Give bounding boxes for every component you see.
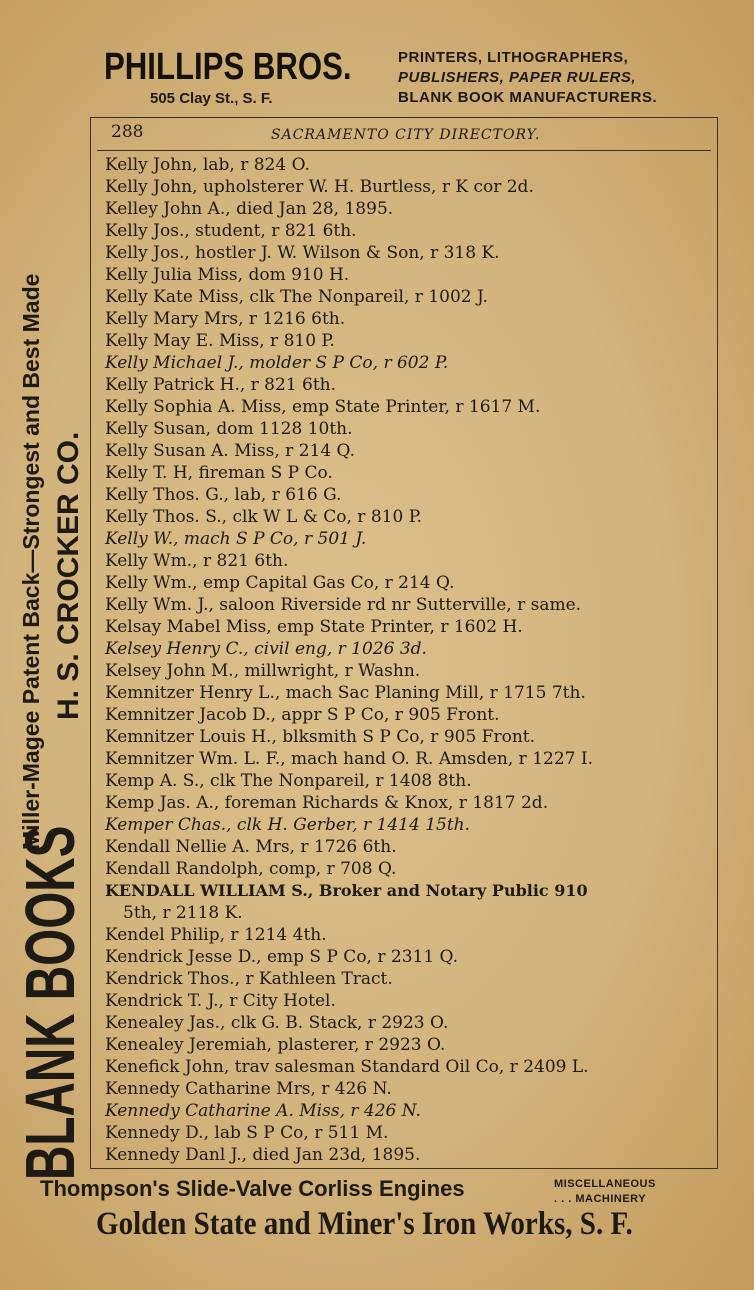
directory-entry: Kelly W., mach S P Co, r 501 J. — [105, 529, 367, 549]
bottom-ad-misc2: . . . MACHINERY — [554, 1193, 647, 1205]
directory-entry: Kelly Thos. S., clk W L & Co, r 810 P. — [105, 507, 423, 527]
directory-entry: Kelly Kate Miss, clk The Nonpareil, r 1002 J. — [105, 287, 488, 307]
directory-entry: Kendrick Jesse D., emp S P Co, r 2311 Q. — [105, 947, 459, 967]
directory-entry: Kelly Patrick H., r 821 6th. — [105, 375, 337, 395]
directory-entry: Kelly Wm., r 821 6th. — [105, 551, 289, 571]
directory-entry: Kelly Susan, dom 1128 10th. — [105, 419, 353, 439]
directory-entry: Kelly Mary Mrs, r 1216 6th. — [105, 309, 346, 329]
directory-entry: Kelly Sophia A. Miss, emp State Printer, r 1617 M. — [105, 397, 541, 417]
directory-entry: Kelly Jos., student, r 821 6th. — [105, 221, 357, 241]
directory-entry: Kelly Wm., emp Capital Gas Co, r 214 Q. — [105, 573, 455, 593]
directory-entry: Kelley John A., died Jan 28, 1895. — [105, 199, 394, 219]
directory-entry: Kelly Susan A. Miss, r 214 Q. — [105, 441, 356, 461]
directory-entry: Kendall Nellie A. Mrs, r 1726 6th. — [105, 837, 397, 857]
directory-entry: KENDALL WILLIAM S., Broker and Notary Public 910 — [105, 881, 588, 900]
directory-entry: Kelly May E. Miss, r 810 P. — [105, 331, 335, 351]
top-ad-line1: PRINTERS, LITHOGRAPHERS, — [398, 49, 629, 66]
directory-entry: Kelly T. H, fireman S P Co. — [105, 463, 333, 483]
top-ad-address: 505 Clay St., S. F. — [150, 90, 273, 107]
directory-entry: Kennedy D., lab S P Co, r 511 M. — [105, 1123, 389, 1143]
top-ad-company: PHILLIPS BROS. — [104, 46, 352, 88]
directory-entry: Kennedy Catharine A. Miss, r 426 N. — [105, 1101, 421, 1121]
directory-entry: Kennedy Catharine Mrs, r 426 N. — [105, 1079, 392, 1099]
directory-entries — [105, 154, 713, 1166]
directory-entry: Kelly Jos., hostler J. W. Wilson & Son, r 318 K. — [105, 243, 500, 263]
directory-entry: Kendrick Thos., r Kathleen Tract. — [105, 969, 393, 989]
top-advertisement — [100, 44, 710, 112]
directory-entry: Kenealey Jeremiah, plasterer, r 2923 O. — [105, 1035, 446, 1055]
side-ad-big-text: BLANK BOOKS — [11, 825, 89, 1180]
top-ad-trades — [398, 48, 657, 108]
bottom-ad-line1: Thompson's Slide-Valve Corliss Engines — [40, 1176, 465, 1201]
directory-entry: Kendrick T. J., r City Hotel. — [105, 991, 336, 1011]
bottom-ad-line2: Golden State and Miner's Iron Works, S. F. — [96, 1206, 633, 1242]
running-title: SACRAMENTO CITY DIRECTORY. — [271, 127, 541, 143]
bottom-ad-misc — [554, 1177, 656, 1207]
directory-entry: Kelly Michael J., molder S P Co, r 602 P. — [105, 353, 449, 373]
side-ad-tagline: Miller-Magee Patent Back—Strongest and Best Made — [18, 273, 44, 850]
directory-entry: Kelly John, lab, r 824 O. — [105, 155, 310, 175]
directory-entry: Kelly Thos. G., lab, r 616 G. — [105, 485, 342, 505]
top-ad-line3: BLANK BOOK MANUFACTURERS. — [398, 89, 658, 106]
side-advertisement — [8, 80, 92, 1180]
directory-entry: Kendall Randolph, comp, r 708 Q. — [105, 859, 397, 879]
bottom-advertisement — [36, 1172, 736, 1252]
directory-entry: Kennedy Danl J., died Jan 23d, 1895. — [105, 1145, 421, 1165]
directory-entry: Kelsey John M., millwright, r Washn. — [105, 661, 421, 681]
directory-entry: Kelly John, upholsterer W. H. Burtless, r K cor 2d. — [105, 177, 534, 197]
directory-entry: Kelly Julia Miss, dom 910 H. — [105, 265, 350, 285]
directory-entry: Kemper Chas., clk H. Gerber, r 1414 15th. — [105, 815, 471, 835]
directory-entry: Kelly Wm. J., saloon Riverside rd nr Sutterville, r same. — [105, 595, 582, 615]
directory-entry: Kemnitzer Henry L., mach Sac Planing Mill, r 1715 7th. — [105, 683, 586, 703]
listing-frame — [90, 117, 718, 1169]
directory-entry: 5th, r 2118 K. — [123, 903, 243, 923]
directory-entry: Kelsay Mabel Miss, emp State Printer, r 1602 H. — [105, 617, 523, 637]
directory-entry: Kendel Philip, r 1214 4th. — [105, 925, 327, 945]
directory-entry: Kemnitzer Wm. L. F., mach hand O. R. Amsden, r 1227 I. — [105, 749, 593, 769]
directory-entry: Kemp Jas. A., foreman Richards & Knox, r 1817 2d. — [105, 793, 549, 813]
bottom-ad-misc1: MISCELLANEOUS — [554, 1178, 656, 1190]
directory-entry: Kenefick John, trav salesman Standard Oil Co, r 2409 L. — [105, 1057, 589, 1077]
directory-entry: Kemp A. S., clk The Nonpareil, r 1408 8th. — [105, 771, 472, 791]
directory-entry: Kemnitzer Louis H., blksmith S P Co, r 905 Front. — [105, 727, 536, 747]
directory-entry: Kelsey Henry C., civil eng, r 1026 3d. — [105, 639, 427, 659]
side-ad-company: H. S. CROCKER CO. — [52, 431, 85, 720]
directory-entry: Kemnitzer Jacob D., appr S P Co, r 905 Front. — [105, 705, 500, 725]
top-ad-line2: PUBLISHERS, PAPER RULERS, — [398, 69, 637, 86]
page-number: 288 — [111, 122, 144, 142]
directory-entry: Kenealey Jas., clk G. B. Stack, r 2923 O. — [105, 1013, 449, 1033]
header-rule — [97, 150, 711, 151]
